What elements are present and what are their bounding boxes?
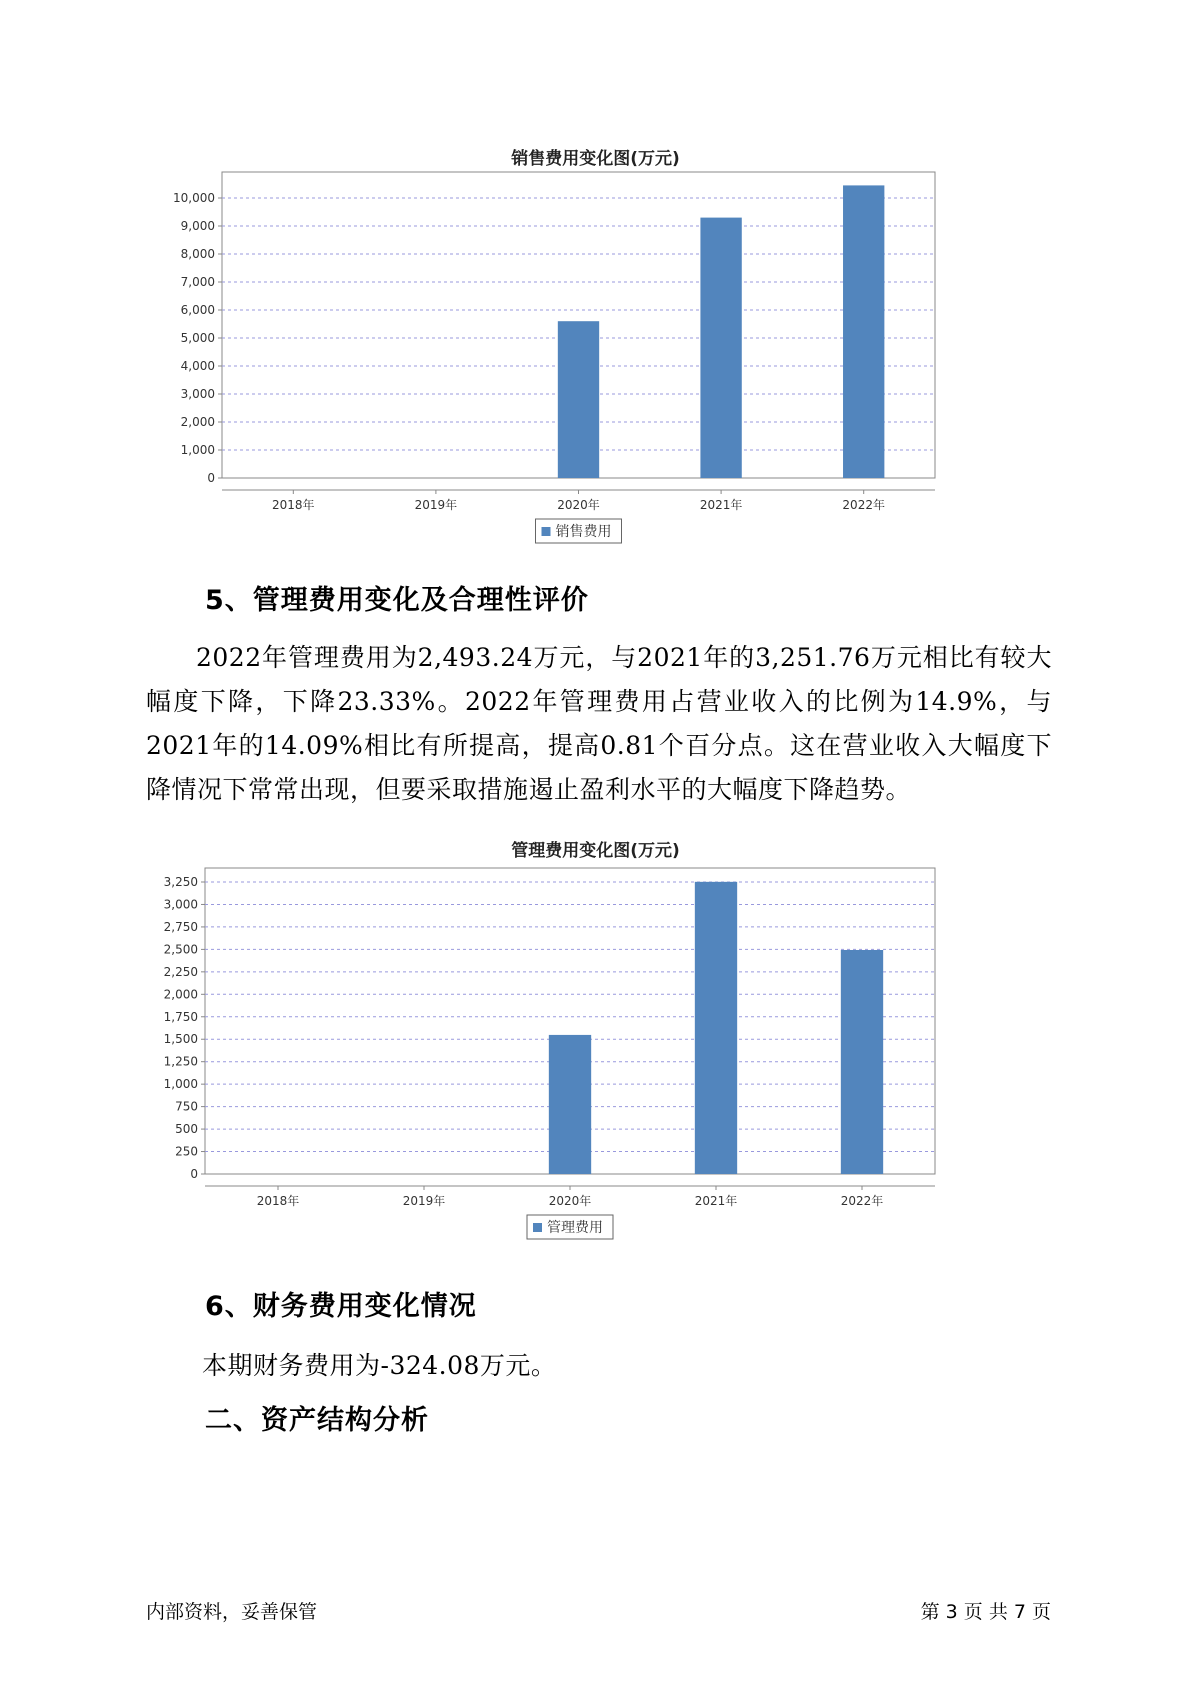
x-tick-label: 2021年 (699, 498, 743, 512)
x-tick-label: 2022年 (842, 498, 885, 512)
x-tick-label: 2020年 (557, 498, 600, 512)
y-tick-label: 7,000 (180, 275, 215, 289)
y-tick-label: 2,500 (163, 942, 198, 957)
y-tick-label: 1,000 (180, 443, 215, 457)
y-tick-label: 2,000 (163, 987, 198, 1002)
chart-legend (536, 519, 622, 543)
y-tick-label: 0 (190, 1167, 198, 1181)
y-tick-label: 500 (175, 1122, 198, 1137)
finance-expense-heading: 6、财务费用变化情况 (205, 1291, 477, 1322)
y-tick-label: 9,000 (180, 219, 215, 233)
y-tick-label: 1,000 (163, 1077, 198, 1092)
legend-swatch (542, 527, 551, 536)
bar-2021年 (700, 218, 741, 478)
admin-expense-heading: 5、管理费用变化及合理性评价 (205, 585, 589, 616)
asset-structure-heading: 二、资产结构分析 (205, 1405, 429, 1436)
y-tick-label: 250 (175, 1144, 198, 1159)
y-tick-label: 2,750 (163, 919, 198, 934)
y-tick-label: 6,000 (180, 303, 215, 317)
bar-2021年 (695, 882, 737, 1174)
legend-label: 销售费用 (555, 524, 612, 540)
y-tick-label: 3,000 (163, 897, 198, 912)
admin-chart-title: 管理费用变化图(万元) (511, 841, 680, 861)
x-tick-label: 2020年 (548, 1194, 592, 1208)
y-tick-label: 5,000 (180, 331, 215, 345)
bar-2022年 (843, 185, 884, 478)
legend-label: 管理费用 (547, 1220, 603, 1236)
y-tick-label: 3,000 (180, 387, 215, 401)
footer-page-number: 第 3 页 共 7 页 (920, 1601, 1051, 1623)
y-tick-label: 10,000 (173, 191, 215, 205)
admin-expense-chart (150, 852, 1030, 1252)
bar-2020年 (558, 321, 599, 478)
y-tick-label: 0 (207, 471, 215, 485)
y-tick-label: 750 (175, 1099, 198, 1114)
x-tick-label: 2018年 (256, 1194, 300, 1208)
y-tick-label: 1,500 (163, 1032, 198, 1047)
y-tick-label: 8,000 (180, 247, 215, 261)
y-tick-label: 2,250 (163, 964, 198, 979)
sales-chart-title: 销售费用变化图(万元) (511, 149, 680, 169)
y-tick-label: 2,000 (180, 415, 215, 429)
legend-swatch (533, 1223, 542, 1232)
y-tick-label: 1,750 (163, 1009, 198, 1024)
chart-legend (527, 1215, 613, 1239)
admin-expense-paragraph: 2022年管理费用为2,493.24万元，与2021年的3,251.76万元相比有较大幅度下降，下降23.33%。2022年管理费用占营业收入的比例为14.9%，与2021年的14.09%相比有所提高，提高0.81个百分点。这在营业收入大幅度下降情况下常常出现，但要采取措施遏止盈利水平的大幅度下降趋势。 (146, 643, 1052, 804)
x-tick-label: 2019年 (402, 1194, 446, 1208)
y-tick-label: 3,250 (163, 875, 198, 889)
x-tick-label: 2019年 (414, 498, 458, 512)
y-tick-label: 1,250 (163, 1054, 198, 1069)
bar-2020年 (549, 1035, 591, 1174)
finance-expense-paragraph: 本期财务费用为-324.08万元。 (202, 1351, 557, 1380)
x-tick-label: 2018年 (272, 498, 315, 512)
bar-2022年 (841, 950, 883, 1174)
y-tick-label: 4,000 (180, 359, 215, 373)
footer-confidential-note: 内部资料，妥善保管 (146, 1601, 318, 1623)
sales-expense-chart (150, 160, 1030, 560)
x-tick-label: 2022年 (840, 1194, 884, 1208)
x-tick-label: 2021年 (694, 1194, 738, 1208)
